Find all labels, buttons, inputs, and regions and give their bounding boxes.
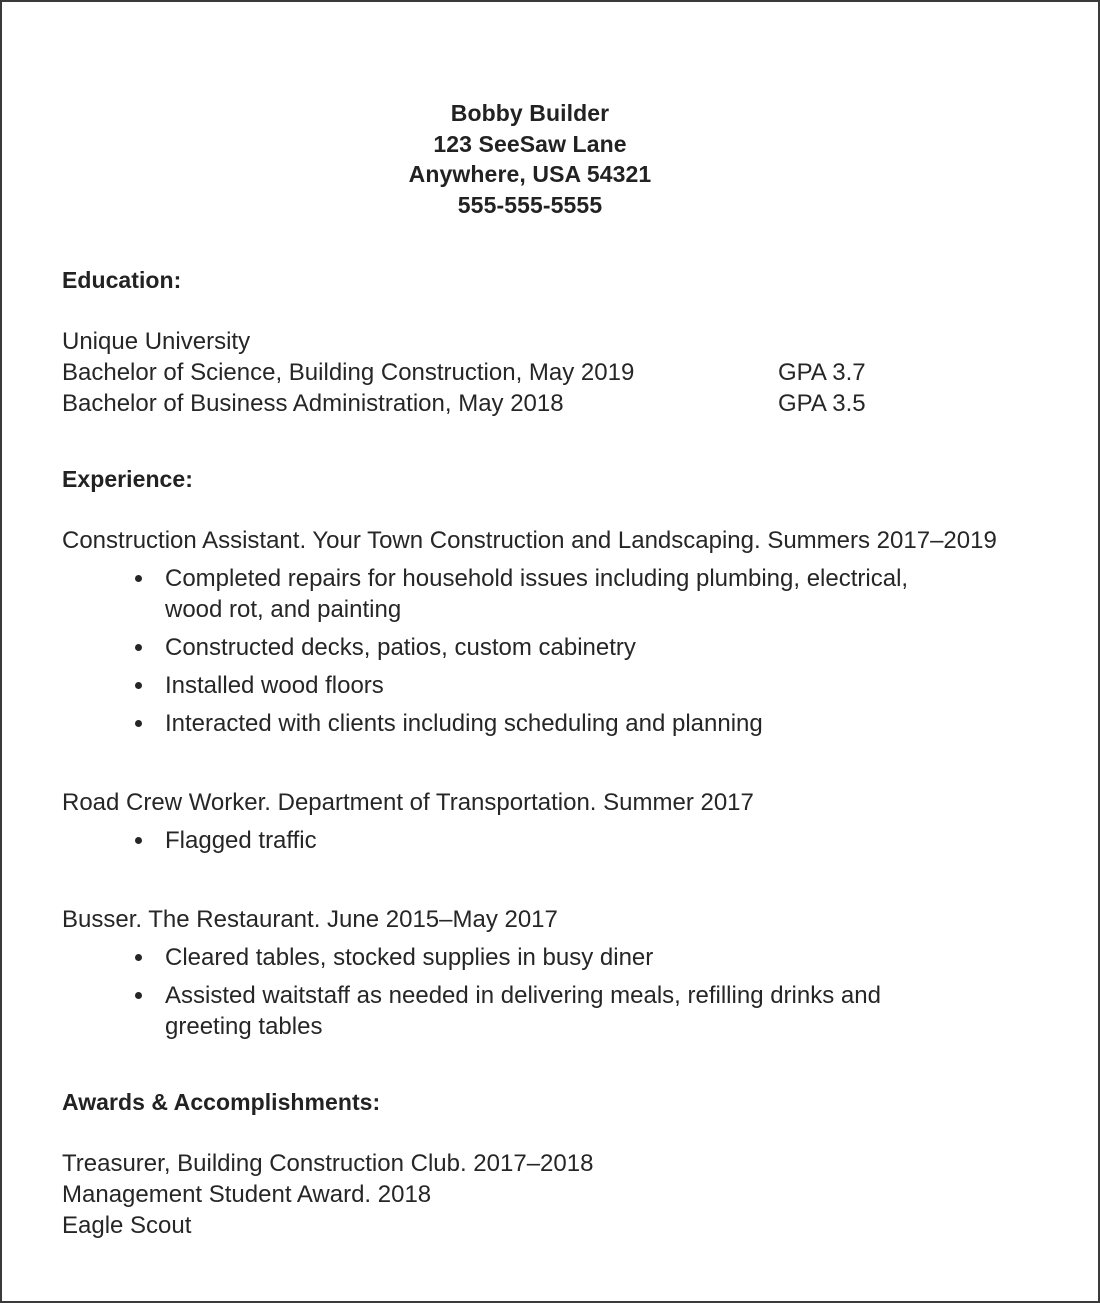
list-item	[62, 708, 1042, 739]
spacer	[62, 1117, 1042, 1148]
bullet-icon	[135, 837, 142, 844]
education-row	[62, 357, 1042, 388]
awards-list	[62, 1148, 1042, 1241]
job-title: Busser. The Restaurant. June 2015–May 2017	[62, 906, 558, 933]
bullet-text: Cleared tables, stocked supplies in busy diner	[165, 944, 654, 971]
phone-number: 555-555-5555	[457, 191, 603, 218]
awards-heading: Awards & Accomplishments:	[62, 1089, 381, 1115]
job-title: Construction Assistant. Your Town Construction and Landscaping. Summers 2017–2019	[62, 527, 997, 554]
street-address: 123 SeeSaw Lane	[433, 130, 627, 157]
job-bullet-list	[62, 825, 1042, 856]
award-item: Management Student Award. 2018	[62, 1181, 432, 1208]
list-item	[62, 670, 1042, 701]
bullet-icon	[135, 682, 142, 689]
spacer	[62, 1042, 1042, 1087]
job-title: Road Crew Worker. Department of Transportation. Summer 2017	[62, 789, 754, 816]
job-bullet-list	[62, 563, 1042, 739]
resume-sheet	[2, 2, 1100, 1241]
education-gpa: GPA 3.7	[778, 359, 866, 386]
experience-entry	[62, 787, 1042, 856]
experience-heading: Experience:	[62, 466, 193, 492]
education-degree: Bachelor of Business Administration, May 2018	[62, 390, 564, 417]
list-item	[62, 942, 1042, 973]
job-bullet-list	[62, 942, 1042, 1042]
award-item: Eagle Scout	[62, 1212, 192, 1239]
spacer	[62, 739, 1042, 787]
education-degree: Bachelor of Science, Building Construction, May 2019	[62, 359, 635, 386]
spacer	[62, 295, 1042, 326]
city-state-zip: Anywhere, USA 54321	[408, 161, 652, 187]
list-item	[62, 563, 1042, 625]
education-heading: Education:	[62, 267, 182, 293]
bullet-icon	[135, 575, 142, 582]
education-row	[62, 388, 1042, 419]
education-block	[62, 326, 1042, 419]
bullet-text: Installed wood floors	[165, 672, 384, 699]
bullet-icon	[135, 644, 142, 651]
education-school: Unique University	[62, 328, 251, 355]
list-item	[62, 825, 1042, 856]
experience-entry	[62, 525, 1042, 739]
spacer	[62, 220, 1042, 265]
list-item	[62, 980, 1042, 1042]
experience-entry	[62, 904, 1042, 1042]
candidate-name: Bobby Builder	[450, 100, 610, 126]
award-item: Treasurer, Building Construction Club. 2017–2018	[62, 1150, 594, 1177]
bullet-icon	[135, 720, 142, 727]
bullet-text: Completed repairs for household issues including plumbing, electrical, wood rot, and painting	[165, 565, 909, 623]
spacer	[62, 856, 1042, 904]
spacer	[62, 419, 1042, 464]
bullet-text: Flagged traffic	[165, 827, 317, 854]
bullet-text: Assisted waitstaff as needed in delivering meals, refilling drinks and greeting tables	[165, 982, 881, 1040]
bullet-text: Interacted with clients including scheduling and planning	[165, 710, 763, 737]
education-gpa: GPA 3.5	[778, 390, 866, 417]
spacer	[62, 494, 1042, 525]
bullet-text: Constructed decks, patios, custom cabinetry	[165, 634, 636, 661]
contact-header	[62, 2, 1042, 220]
bullet-icon	[135, 954, 142, 961]
bullet-icon	[135, 992, 142, 999]
list-item	[62, 632, 1042, 663]
